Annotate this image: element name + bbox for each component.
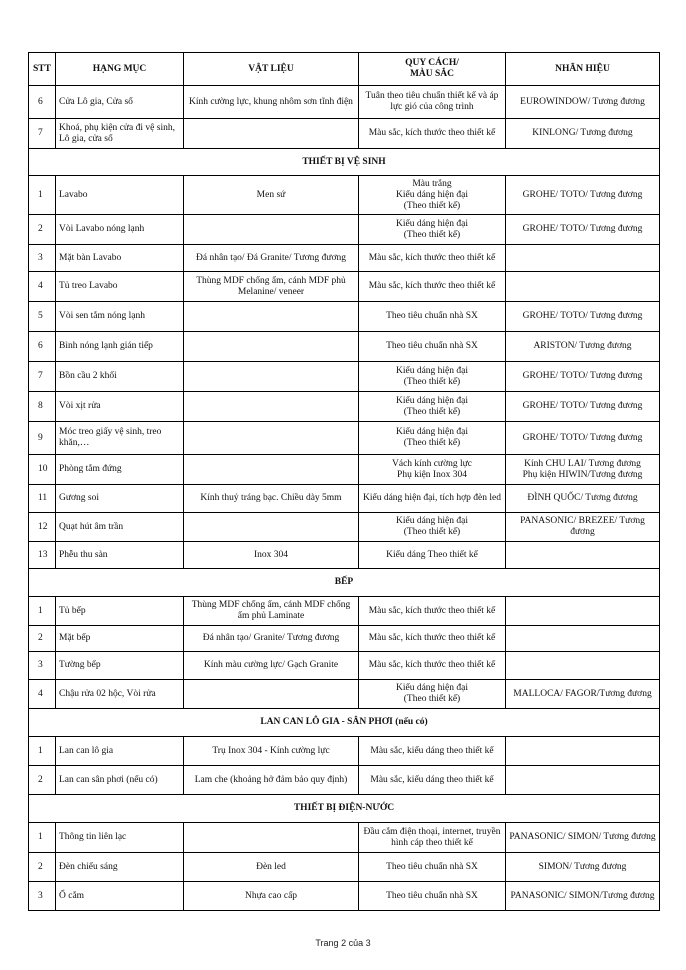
cell-material: Kính cường lực, khung nhôm sơn tĩnh điện bbox=[184, 86, 359, 119]
cell-spec: Theo tiêu chuẩn nhà SX bbox=[359, 882, 506, 911]
table-row bbox=[29, 302, 660, 332]
cell-stt: 2 bbox=[29, 853, 56, 882]
cell-spec: Màu trắng Kiểu dáng hiện đại (Theo thiết kế) bbox=[359, 176, 506, 215]
table-row bbox=[29, 215, 660, 245]
cell-spec: Kiểu dáng hiện đại, tích hợp đèn led bbox=[359, 485, 506, 513]
cell-material: Đá nhân tạo/ Granite/ Tương đương bbox=[184, 626, 359, 652]
cell-item: Tường bếp bbox=[56, 652, 184, 680]
cell-item: Quạt hút âm trần bbox=[56, 513, 184, 542]
cell-brand: MALLOCA/ FAGOR/Tương đương bbox=[506, 680, 660, 709]
cell-material bbox=[184, 392, 359, 422]
cell-brand: KINLONG/ Tương đương bbox=[506, 119, 660, 149]
cell-brand: ARISTON/ Tương đương bbox=[506, 332, 660, 362]
cell-stt: 1 bbox=[29, 597, 56, 626]
cell-spec: Theo tiêu chuẩn nhà SX bbox=[359, 302, 506, 332]
cell-material bbox=[184, 513, 359, 542]
section-row bbox=[29, 709, 660, 737]
cell-material: Kính thuỷ tráng bạc. Chiều dày 5mm bbox=[184, 485, 359, 513]
cell-brand: PANASONIC/ SIMON/Tương đương bbox=[506, 882, 660, 911]
section-title: THIẾT BỊ ĐIỆN-NƯỚC bbox=[29, 795, 660, 823]
cell-item: Vòi Lavabo nóng lạnh bbox=[56, 215, 184, 245]
cell-item: Gương soi bbox=[56, 485, 184, 513]
cell-material: Thùng MDF chống ẩm, cánh MDF chống ẩm phủ Laminate bbox=[184, 597, 359, 626]
table-row bbox=[29, 626, 660, 652]
cell-item: Chậu rửa 02 hộc, Vòi rửa bbox=[56, 680, 184, 709]
cell-spec: Màu sắc, kích thước theo thiết kế bbox=[359, 272, 506, 302]
cell-spec: Kiểu dáng hiện đại (Theo thiết kế) bbox=[359, 513, 506, 542]
cell-spec: Màu sắc, kích thước theo thiết kế bbox=[359, 626, 506, 652]
cell-material bbox=[184, 422, 359, 455]
cell-material bbox=[184, 455, 359, 485]
cell-material bbox=[184, 119, 359, 149]
cell-material: Thùng MDF chống ẩm, cánh MDF phủ Melanine/ veneer bbox=[184, 272, 359, 302]
cell-brand: EUROWINDOW/ Tương đương bbox=[506, 86, 660, 119]
table-body bbox=[29, 86, 660, 911]
cell-brand bbox=[506, 737, 660, 766]
cell-material: Đèn led bbox=[184, 853, 359, 882]
cell-item: Lan can lô gia bbox=[56, 737, 184, 766]
cell-brand: GROHE/ TOTO/ Tương đương bbox=[506, 176, 660, 215]
cell-material bbox=[184, 362, 359, 392]
cell-stt: 3 bbox=[29, 652, 56, 680]
cell-item: Mặt bàn Lavabo bbox=[56, 245, 184, 272]
table-row bbox=[29, 737, 660, 766]
cell-spec: Theo tiêu chuẩn nhà SX bbox=[359, 332, 506, 362]
cell-material bbox=[184, 302, 359, 332]
table-row bbox=[29, 455, 660, 485]
cell-material: Đá nhân tạo/ Đá Granite/ Tương đương bbox=[184, 245, 359, 272]
table-row bbox=[29, 86, 660, 119]
cell-item: Tủ bếp bbox=[56, 597, 184, 626]
table-row bbox=[29, 542, 660, 569]
table-row bbox=[29, 766, 660, 795]
header-spec: QUY CÁCH/ MÀU SẮC bbox=[359, 53, 506, 86]
cell-spec: Màu sắc, kích thước theo thiết kế bbox=[359, 652, 506, 680]
cell-brand: ĐÌNH QUỐC/ Tương đương bbox=[506, 485, 660, 513]
cell-stt: 3 bbox=[29, 882, 56, 911]
cell-brand bbox=[506, 542, 660, 569]
cell-item: Lan can sân phơi (nếu có) bbox=[56, 766, 184, 795]
cell-brand bbox=[506, 272, 660, 302]
table-row bbox=[29, 882, 660, 911]
cell-item: Móc treo giấy vệ sinh, treo khăn,… bbox=[56, 422, 184, 455]
cell-material: Trụ Inox 304 - Kính cường lực bbox=[184, 737, 359, 766]
cell-stt: 12 bbox=[29, 513, 56, 542]
table-row bbox=[29, 362, 660, 392]
cell-item: Thông tin liên lạc bbox=[56, 823, 184, 853]
cell-stt: 2 bbox=[29, 626, 56, 652]
header-material: VẬT LIỆU bbox=[184, 53, 359, 86]
cell-item: Cửa Lô gia, Cửa sổ bbox=[56, 86, 184, 119]
cell-material bbox=[184, 680, 359, 709]
cell-stt: 6 bbox=[29, 332, 56, 362]
table-row bbox=[29, 332, 660, 362]
cell-material: Nhựa cao cấp bbox=[184, 882, 359, 911]
cell-spec: Kiểu dáng hiện đại (Theo thiết kế) bbox=[359, 680, 506, 709]
cell-item: Đèn chiếu sáng bbox=[56, 853, 184, 882]
table-row bbox=[29, 823, 660, 853]
cell-material: Lam che (khoảng hở đảm bảo quy định) bbox=[184, 766, 359, 795]
table-row bbox=[29, 272, 660, 302]
table-row bbox=[29, 597, 660, 626]
cell-brand: GROHE/ TOTO/ Tương đương bbox=[506, 392, 660, 422]
cell-material bbox=[184, 332, 359, 362]
cell-spec: Kiểu dáng hiện đại (Theo thiết kế) bbox=[359, 215, 506, 245]
table-row bbox=[29, 392, 660, 422]
cell-stt: 4 bbox=[29, 680, 56, 709]
cell-stt: 1 bbox=[29, 737, 56, 766]
cell-item: Lavabo bbox=[56, 176, 184, 215]
cell-stt: 9 bbox=[29, 422, 56, 455]
cell-stt: 2 bbox=[29, 215, 56, 245]
header-brand: NHÃN HIỆU bbox=[506, 53, 660, 86]
cell-material: Inox 304 bbox=[184, 542, 359, 569]
cell-stt: 8 bbox=[29, 392, 56, 422]
cell-material bbox=[184, 215, 359, 245]
cell-item: Bồn cầu 2 khối bbox=[56, 362, 184, 392]
cell-spec: Màu sắc, kích thước theo thiết kế bbox=[359, 119, 506, 149]
cell-item: Phễu thu sàn bbox=[56, 542, 184, 569]
cell-stt: 5 bbox=[29, 302, 56, 332]
cell-brand: GROHE/ TOTO/ Tương đương bbox=[506, 422, 660, 455]
cell-item: Mặt bếp bbox=[56, 626, 184, 652]
cell-stt: 10 bbox=[29, 455, 56, 485]
cell-item: Vòi xịt rửa bbox=[56, 392, 184, 422]
cell-spec: Vách kính cường lực Phụ kiện Inox 304 bbox=[359, 455, 506, 485]
table-row bbox=[29, 652, 660, 680]
cell-brand bbox=[506, 626, 660, 652]
section-title: LAN CAN LÔ GIA - SÂN PHƠI (nếu có) bbox=[29, 709, 660, 737]
section-row bbox=[29, 569, 660, 597]
table-row bbox=[29, 422, 660, 455]
cell-brand bbox=[506, 652, 660, 680]
header-stt: STT bbox=[29, 53, 56, 86]
table-header-row bbox=[29, 53, 660, 86]
cell-brand bbox=[506, 245, 660, 272]
cell-stt: 1 bbox=[29, 176, 56, 215]
cell-stt: 1 bbox=[29, 823, 56, 853]
material-spec-table bbox=[28, 52, 660, 911]
cell-stt: 6 bbox=[29, 86, 56, 119]
cell-brand bbox=[506, 597, 660, 626]
cell-item: Khoá, phụ kiện cửa đi vệ sinh, Lô gia, cửa sổ bbox=[56, 119, 184, 149]
cell-stt: 13 bbox=[29, 542, 56, 569]
spec-document bbox=[28, 52, 659, 911]
cell-stt: 2 bbox=[29, 766, 56, 795]
cell-spec: Kiểu dáng hiện đại (Theo thiết kế) bbox=[359, 362, 506, 392]
cell-spec: Tuân theo tiêu chuẩn thiết kế và áp lực gió của công trình bbox=[359, 86, 506, 119]
cell-spec: Kiểu dáng hiện đại (Theo thiết kế) bbox=[359, 422, 506, 455]
cell-spec: Đầu cắm điện thoại, internet, truyền hình cáp theo thiết kế bbox=[359, 823, 506, 853]
table-row bbox=[29, 176, 660, 215]
cell-brand: Kính CHU LAI/ Tương đương Phụ kiện HIWIN/Tương đương bbox=[506, 455, 660, 485]
cell-spec: Màu sắc, kích thước theo thiết kế bbox=[359, 597, 506, 626]
section-title: THIẾT BỊ VỆ SINH bbox=[29, 149, 660, 176]
page-number: Trang 2 của 3 bbox=[315, 938, 371, 948]
cell-brand: PANASONIC/ SIMON/ Tương đương bbox=[506, 823, 660, 853]
cell-item: Tủ treo Lavabo bbox=[56, 272, 184, 302]
cell-spec: Theo tiêu chuẩn nhà SX bbox=[359, 853, 506, 882]
cell-stt: 11 bbox=[29, 485, 56, 513]
section-row bbox=[29, 795, 660, 823]
cell-material: Kính màu cường lực/ Gạch Granite bbox=[184, 652, 359, 680]
cell-item: Phòng tắm đứng bbox=[56, 455, 184, 485]
cell-spec: Màu sắc, kiểu dáng theo thiết kế bbox=[359, 766, 506, 795]
cell-spec: Màu sắc, kiểu dáng theo thiết kế bbox=[359, 737, 506, 766]
table-row bbox=[29, 245, 660, 272]
table-row bbox=[29, 680, 660, 709]
cell-brand: SIMON/ Tương đương bbox=[506, 853, 660, 882]
header-item: HẠNG MỤC bbox=[56, 53, 184, 86]
cell-item: Bình nóng lạnh gián tiếp bbox=[56, 332, 184, 362]
table-row bbox=[29, 513, 660, 542]
table-row bbox=[29, 119, 660, 149]
section-row bbox=[29, 149, 660, 176]
table-row bbox=[29, 485, 660, 513]
cell-stt: 3 bbox=[29, 245, 56, 272]
cell-stt: 4 bbox=[29, 272, 56, 302]
cell-item: Vòi sen tắm nóng lạnh bbox=[56, 302, 184, 332]
cell-brand: GROHE/ TOTO/ Tương đương bbox=[506, 362, 660, 392]
cell-spec: Màu sắc, kích thước theo thiết kế bbox=[359, 245, 506, 272]
cell-brand: GROHE/ TOTO/ Tương đương bbox=[506, 302, 660, 332]
cell-brand: GROHE/ TOTO/ Tương đương bbox=[506, 215, 660, 245]
cell-stt: 7 bbox=[29, 362, 56, 392]
cell-material bbox=[184, 823, 359, 853]
cell-spec: Kiểu dáng Theo thiết kế bbox=[359, 542, 506, 569]
cell-material: Men sứ bbox=[184, 176, 359, 215]
cell-brand: PANASONIC/ BREZEE/ Tương đương bbox=[506, 513, 660, 542]
section-title: BẾP bbox=[29, 569, 660, 597]
cell-brand bbox=[506, 766, 660, 795]
cell-stt: 7 bbox=[29, 119, 56, 149]
cell-spec: Kiểu dáng hiện đại (Theo thiết kế) bbox=[359, 392, 506, 422]
cell-item: Ổ cắm bbox=[56, 882, 184, 911]
table-row bbox=[29, 853, 660, 882]
